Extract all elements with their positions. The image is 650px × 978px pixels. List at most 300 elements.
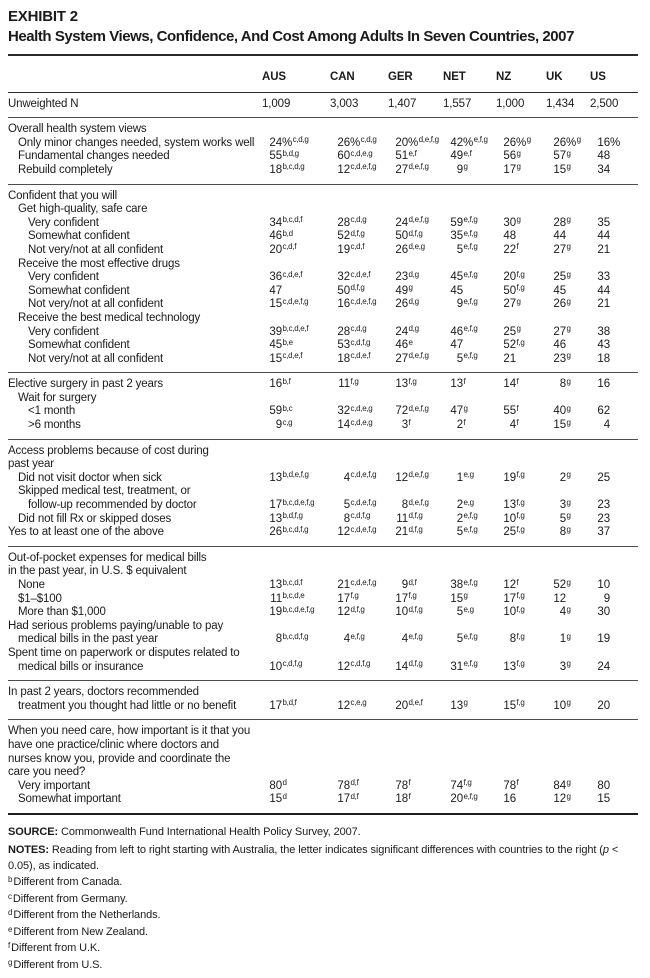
cell-value: 62: [597, 405, 610, 418]
cell-superscript: g: [463, 698, 468, 708]
table-row: [8, 298, 638, 312]
cell-value: 47: [450, 405, 463, 418]
cell-value: 27: [553, 325, 566, 338]
cell-superscript: e,f,g: [350, 631, 365, 641]
cell-value: 46: [450, 325, 463, 338]
cell-value: 10: [597, 579, 610, 591]
cell-suffix: [516, 593, 525, 605]
row-label: [8, 593, 262, 607]
cell-suffix: [282, 150, 299, 162]
notes-label: NOTES:: [8, 843, 49, 856]
row-label-line: Receive the most effective drugs: [18, 257, 180, 270]
row-label: [8, 686, 262, 713]
cell-superscript: f,g: [516, 283, 525, 293]
cell-value: 24: [395, 325, 408, 338]
cell-superscript: f: [516, 403, 519, 413]
cell-suffix: [350, 244, 364, 256]
cell-value: 1: [559, 633, 566, 646]
notes-text: Reading from left to right starting with Australia, the letter indicates significant differences with countries to the right (: [48, 843, 603, 856]
cell-value: 14: [337, 419, 350, 432]
table-cell: [590, 606, 636, 620]
row-label: [8, 312, 262, 326]
cell-superscript: c,d,f,g: [282, 659, 303, 669]
cell-suffix: [408, 472, 429, 484]
cell-suffix: [566, 661, 571, 673]
cell-suffix: [408, 405, 429, 417]
table-cell: [590, 298, 636, 312]
cell-superscript: c,d,e,f,g: [350, 470, 377, 480]
cell-superscript: b,c,d,e,f: [282, 324, 309, 333]
table-row: [8, 217, 638, 231]
cell-suffix: [350, 326, 366, 338]
row-label-line: Fundamental changes needed: [18, 150, 170, 163]
cell-suffix: [463, 606, 474, 618]
cell-superscript: e,f,g: [463, 631, 478, 641]
cell-value: 15: [553, 419, 566, 432]
table-cell: [590, 150, 636, 164]
cell-value: 44: [597, 284, 610, 297]
cell-suffix: [282, 633, 308, 645]
cell-superscript: c,d,e,f,g: [350, 296, 377, 306]
table-cell: [262, 298, 330, 312]
cell-value: 3: [401, 419, 408, 432]
source-note: [8, 824, 638, 840]
table-cell: [443, 633, 496, 647]
table-cell: [546, 98, 590, 112]
cell-suffix: [516, 378, 518, 390]
cell-superscript: g: [566, 351, 571, 361]
cell-value: 36: [269, 271, 282, 284]
row-label-line: Somewhat confident: [28, 284, 130, 297]
cell-superscript: d: [282, 778, 287, 788]
cell-value: 28: [337, 325, 350, 338]
table-cell: [496, 700, 546, 714]
table-row: [8, 271, 638, 285]
column-header-label: NET: [443, 71, 466, 83]
cell-suffix: [566, 137, 581, 149]
cell-value: 1,000: [496, 97, 525, 110]
cell-suffix: [408, 150, 417, 162]
cell-superscript: c,d,f,g: [350, 337, 371, 347]
table-section: [8, 118, 638, 184]
cell-suffix: [566, 298, 571, 310]
cell-suffix: [463, 405, 468, 417]
cell-superscript: c,d,f,g: [350, 511, 371, 521]
cell-superscript: f: [516, 778, 519, 788]
row-label: [8, 485, 262, 512]
cell-superscript: b,f: [282, 376, 291, 386]
table-cell: [388, 298, 443, 312]
cell-value: 26: [553, 136, 566, 149]
cell-suffix: [350, 164, 376, 176]
table-cell: [330, 419, 388, 433]
column-header: [262, 71, 330, 85]
cell-value: 26: [269, 526, 282, 539]
cell-value: 4: [603, 419, 610, 432]
cell-value: 11: [338, 378, 350, 391]
table-cell: [496, 164, 546, 178]
cell-value: 47: [269, 284, 282, 297]
footnote-marker: d: [8, 908, 13, 918]
table-header: [8, 56, 638, 93]
percent-sign: %: [610, 136, 621, 149]
table-cell: [546, 164, 590, 178]
table-cell: [590, 98, 636, 112]
table-cell: [590, 326, 636, 340]
cell-value: 13: [450, 378, 463, 391]
table-row: [8, 579, 638, 593]
footnote-text: Different from Canada.: [13, 875, 123, 888]
cell-suffix: [408, 244, 425, 256]
row-label-line: Not very/not at all confident: [28, 352, 164, 365]
cell-value: 19: [269, 606, 282, 619]
cell-superscript: c,d,e,f: [350, 269, 371, 279]
cell-suffix: [408, 419, 410, 431]
cell-superscript: f,g: [516, 591, 525, 601]
table-cell: [590, 378, 636, 392]
cell-value: 4: [509, 419, 516, 432]
cell-value: 5: [559, 512, 566, 525]
cell-value: 17: [503, 163, 516, 176]
table-cell: [496, 793, 546, 807]
cell-superscript: d,f: [350, 778, 359, 788]
cell-value: 72: [395, 405, 408, 418]
cell-value: 48: [503, 230, 516, 243]
table-cell: [590, 339, 636, 353]
table-cell: [590, 353, 636, 367]
cell-superscript: g: [566, 778, 571, 788]
table-row: [8, 725, 638, 779]
cell-value: 78: [503, 779, 516, 792]
cell-superscript: g: [516, 215, 521, 225]
cell-superscript: g: [463, 162, 468, 172]
row-label-line: Rebuild completely: [18, 163, 113, 176]
cell-suffix: [516, 164, 521, 176]
cell-suffix: [282, 353, 302, 365]
cell-suffix: [350, 606, 365, 618]
cell-suffix: [282, 378, 291, 390]
cell-value: 3: [559, 660, 566, 673]
cell-suffix: [408, 378, 417, 390]
cell-value: 17: [503, 592, 516, 605]
row-label: [8, 392, 262, 406]
cell-value: 55: [269, 150, 282, 163]
row-label-line: Did not visit doctor when sick: [18, 471, 162, 484]
table-cell: [546, 633, 590, 647]
cell-value: 17: [269, 699, 282, 712]
cell-superscript: e,f,g: [463, 324, 478, 333]
cell-superscript: d,e,f: [408, 698, 423, 708]
footnote-text: Different from New Zealand.: [13, 925, 149, 938]
cell-value: 52: [553, 579, 566, 591]
cell-value: 12: [395, 471, 408, 484]
row-label-line: Had serious problems paying/unable to pay: [8, 619, 224, 632]
footnote: [8, 941, 638, 957]
table-section: [8, 440, 638, 547]
cell-value: 11: [270, 592, 282, 605]
row-label: [8, 339, 262, 353]
cell-superscript: d,f,g: [408, 604, 423, 614]
table-cell: [262, 780, 330, 794]
cell-value: 5: [456, 352, 463, 365]
table-cell: [330, 353, 388, 367]
table-cell: [330, 661, 388, 675]
cell-value: 1,009: [262, 97, 291, 110]
cell-value: 48: [597, 150, 610, 163]
table-cell: [388, 353, 443, 367]
table-cell: [546, 217, 590, 231]
table-cell: [388, 633, 443, 647]
cell-suffix: [350, 298, 376, 310]
cell-superscript: f,g: [516, 631, 525, 641]
cell-value: 84: [553, 779, 566, 792]
cell-value: 44: [597, 230, 610, 243]
cell-suffix: [566, 526, 571, 538]
table-cell: [496, 606, 546, 620]
cell-superscript: f,g: [408, 591, 417, 601]
table-cell: [546, 526, 590, 540]
cell-value: 12: [337, 606, 350, 619]
cell-value: 27: [395, 352, 408, 365]
column-header-label: UK: [546, 71, 563, 83]
table-cell: [590, 419, 636, 433]
cell-superscript: g: [566, 470, 571, 480]
cell-value: 18: [597, 352, 610, 365]
cell-suffix: [282, 700, 297, 712]
cell-superscript: g: [576, 135, 581, 145]
table-cell: [262, 661, 330, 675]
column-header-label: AUS: [262, 71, 286, 83]
cell-suffix: [463, 526, 478, 538]
cell-value: 34: [597, 163, 610, 176]
row-label: [8, 419, 262, 433]
cell-value: 80: [597, 779, 610, 792]
cell-superscript: f,g: [350, 591, 359, 601]
cell-value: 15: [450, 592, 463, 605]
cell-suffix: [516, 326, 521, 338]
table-cell: [590, 285, 636, 299]
row-label: [8, 513, 262, 527]
cell-value: 44: [553, 230, 566, 243]
footnote-text: Different from U.K.: [11, 942, 101, 955]
table-cell: [590, 137, 636, 151]
table-section: [8, 373, 638, 439]
footnote-marker: c: [8, 891, 12, 901]
cell-value: 8: [559, 378, 566, 391]
row-label-line: Unweighted N: [8, 97, 79, 110]
cell-superscript: g: [566, 791, 571, 801]
cell-value: 22: [503, 243, 516, 256]
cell-superscript: f,g: [350, 376, 359, 386]
table-cell: [443, 661, 496, 675]
cell-suffix: [566, 326, 571, 338]
cell-suffix: [282, 780, 287, 792]
cell-suffix: [408, 230, 423, 242]
cell-value: 1,557: [443, 97, 472, 110]
cell-superscript: d,g: [408, 296, 419, 306]
footnote: [8, 925, 638, 941]
cell-value: 26: [395, 298, 408, 311]
row-label: [8, 285, 262, 299]
cell-superscript: b,d,f: [282, 698, 297, 708]
cell-superscript: g: [516, 324, 521, 333]
table-cell: [590, 244, 636, 258]
cell-value: 5: [456, 526, 463, 539]
cell-value: 13: [269, 471, 282, 484]
cell-value: 31: [450, 660, 463, 673]
row-label-line: Somewhat important: [18, 793, 121, 806]
cell-suffix: [282, 339, 293, 351]
cell-superscript: b,c,d,f: [282, 577, 303, 587]
cell-value: 3: [559, 499, 566, 512]
cell-suffix: [566, 700, 571, 712]
table-cell: [590, 700, 636, 714]
cell-suffix: [566, 606, 571, 618]
table-row: [8, 620, 638, 647]
cell-value: 21: [597, 243, 610, 256]
cell-suffix: [350, 661, 370, 673]
row-label-line: in the past year, in U.S. $ equivalent: [8, 565, 187, 578]
cell-superscript: d,e,f,g: [418, 135, 439, 145]
cell-suffix: [408, 513, 423, 525]
cell-value: 16: [597, 136, 610, 149]
cell-suffix: [566, 353, 571, 365]
column-header: [330, 71, 388, 85]
source-text: Commonwealth Fund International Health Policy Survey, 2007.: [58, 825, 361, 838]
cell-suffix: [516, 150, 521, 162]
cell-value: 23: [553, 352, 566, 365]
cell-suffix: [408, 579, 417, 591]
cell-suffix: [408, 633, 423, 645]
table-row: [8, 472, 638, 486]
cell-value: 23: [597, 512, 610, 525]
cell-value: 78: [337, 779, 350, 792]
cell-value: 5: [456, 606, 463, 619]
cell-suffix: [282, 244, 296, 256]
cell-value: 19: [597, 633, 610, 646]
table-cell: [443, 579, 496, 593]
cell-suffix: [282, 661, 302, 673]
cell-suffix: [566, 780, 571, 792]
cell-superscript: f: [463, 417, 466, 427]
table-row: [8, 230, 638, 244]
cell-value: 16: [503, 793, 516, 806]
cell-value: 24: [395, 216, 408, 229]
table-cell: [496, 244, 546, 258]
cell-suffix: [516, 419, 518, 431]
cell-value: 30: [597, 606, 610, 619]
cell-superscript: d,g: [408, 269, 419, 279]
cell-suffix: [282, 405, 292, 417]
row-label-line: Elective surgery in past 2 years: [8, 378, 163, 391]
cell-suffix: [350, 579, 376, 591]
table-cell: [388, 793, 443, 807]
cell-suffix: [463, 661, 478, 673]
cell-suffix: [463, 326, 478, 338]
page-title: Health System Views, Confidence, And Cost Among Adults In Seven Countries, 2007: [8, 28, 574, 45]
cell-value: 39: [269, 325, 282, 338]
cell-superscript: d,f: [408, 577, 417, 587]
cell-superscript: g: [566, 604, 571, 614]
table-cell: [546, 472, 590, 486]
cell-value: 50: [503, 284, 516, 297]
table-cell: [590, 661, 636, 675]
table-cell: [590, 526, 636, 540]
cell-value: 26: [553, 298, 566, 311]
cell-suffix: [566, 378, 571, 390]
cell-superscript: b,c,d,e,f,g: [282, 604, 315, 614]
cell-superscript: f: [516, 376, 519, 386]
table-row: [8, 593, 638, 607]
cell-suffix: [566, 472, 571, 484]
cell-value: 25: [503, 526, 516, 539]
row-label: [8, 647, 262, 674]
cell-value: 4: [343, 471, 350, 484]
cell-superscript: f: [408, 417, 411, 427]
row-label: [8, 780, 262, 794]
cell-value: 42: [450, 136, 463, 149]
column-header-label: GER: [388, 71, 413, 83]
cell-suffix: [350, 633, 365, 645]
cell-suffix: [282, 326, 308, 338]
cell-suffix: [516, 499, 525, 511]
cell-value: 2,500: [590, 97, 619, 110]
cell-value: 45: [269, 339, 282, 352]
cell-value: 9: [401, 579, 408, 591]
cell-superscript: e,f,g: [463, 511, 478, 521]
row-label-line: Very confident: [28, 271, 99, 284]
cell-value: 18: [269, 163, 282, 176]
cell-superscript: c,d,g: [360, 135, 377, 145]
table-cell: [388, 98, 443, 112]
cell-suffix: [350, 150, 372, 162]
table-cell: [262, 378, 330, 392]
cell-superscript: d: [282, 791, 287, 801]
cell-value: 13: [269, 512, 282, 525]
cell-suffix: [408, 499, 429, 511]
cell-value: 18: [395, 793, 408, 806]
cell-suffix: [282, 419, 292, 431]
table-cell: [330, 472, 388, 486]
cell-superscript: e,f,g: [463, 215, 478, 225]
table-cell: [546, 244, 590, 258]
table-cell: [590, 513, 636, 527]
cell-suffix: [350, 593, 359, 605]
cell-value: 19: [337, 243, 350, 256]
table-cell: [388, 164, 443, 178]
row-label-line: medical bills or insurance: [18, 660, 144, 673]
table-cell: [443, 526, 496, 540]
cell-suffix: [463, 513, 478, 525]
cell-superscript: e,g: [463, 497, 474, 507]
cell-superscript: f: [516, 417, 519, 427]
table-row: [8, 419, 638, 433]
table-cell: [443, 606, 496, 620]
cell-value: 10: [269, 660, 282, 673]
row-label-line: care you need?: [8, 766, 86, 779]
cell-value: 57: [553, 150, 566, 163]
footnote-marker: g: [8, 957, 13, 967]
cell-superscript: g: [566, 376, 571, 386]
cell-superscript: d,f,g: [408, 511, 423, 521]
table-cell: [443, 98, 496, 112]
row-label-line: When you need care, how important is it that you: [8, 725, 251, 738]
cell-superscript: e,f,g: [408, 631, 423, 641]
cell-superscript: d,f,g: [350, 604, 365, 614]
cell-superscript: f,g: [516, 511, 525, 521]
cell-value: 38: [450, 579, 463, 591]
cell-superscript: c,d,e,f,g: [350, 524, 377, 534]
